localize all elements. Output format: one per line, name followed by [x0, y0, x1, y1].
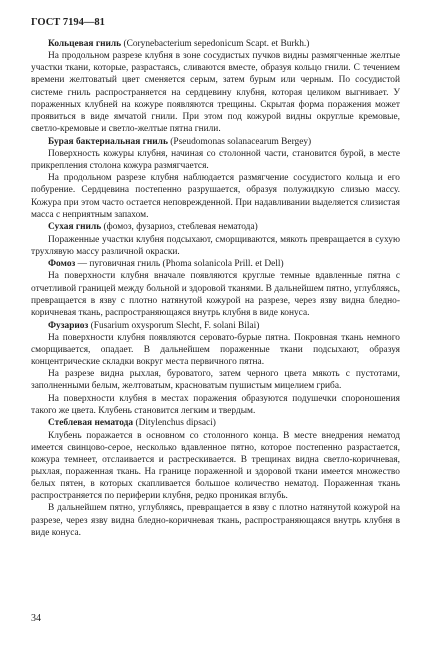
section-brown-rot — [31, 136, 400, 221]
section-title: Стеблевая нематода — [48, 418, 134, 429]
paragraph: Клубень поражается в основном со столонного конца. В месте внедрения нематод имеется свинцово-серое, несколько вдавленное пятно, которое постепенно разрастается, кожура темнеет, отслаивается и растрескивается. В трещинах видна светло-коричневая, рыхлая, пораженная ткань. На границе пораженной и здоровой ткани имеется множество белых пятен, в которых скапливается большое количество нематод. Пораженная ткань распространяется по периферии клубня, редко проникая вглубь. — [31, 430, 400, 502]
section-title: Фомоз — [48, 259, 76, 270]
section-heading — [31, 136, 400, 148]
section-ring-rot — [31, 38, 400, 135]
paragraph: Поверхность кожуры клубня, начиная со столонной части, становится бурой, в месте прикрепления столона кожура размягчается. — [31, 148, 400, 172]
section-title: Бурая бактериальная гниль — [48, 136, 168, 147]
section-latin-name: (Pseudomonas solanacearum Bergey) — [167, 136, 312, 147]
page-number: 34 — [31, 613, 41, 624]
section-heading — [31, 258, 400, 270]
paragraph: На поверхности клубня в местах поражения образуются подушечки спороношения такого же цвета. Клубень становится легким и твердым. — [31, 393, 400, 416]
paragraph: На продольном разрезе клубня наблюдается размягчение сосудистого кольца и его побурение. Сердцевина постепенно разрушается, образуя полужидкую слизью массу. Кожура при этом часто остается неповрежденной. При надавливании выделяется слизистая масса с неприятным запахом. — [31, 173, 400, 220]
paragraph: Пораженные участки клубня подсыхают, сморщиваются, мякоть превращается в сухую трухлявую массу различной окраски. — [31, 234, 400, 257]
section-latin-name: (Ditylenchus dipsaci) — [133, 418, 216, 429]
paragraph: На поверхности клубня появляются серовато-бурые пятна. Покровная ткань немного сморщивается, опадает. В дальнейшем пораженные ткани подсыхают, образуя концентрические складки вокруг места первичного пятна. — [31, 332, 400, 368]
section-fusarium — [31, 320, 400, 417]
document-header: ГОСТ 7194—81 — [31, 17, 105, 28]
section-latin-name: (Fusarium oxysporum Slecht, F. solani Bilai) — [88, 320, 260, 331]
section-title: Фузариоз — [48, 320, 89, 331]
section-heading — [31, 221, 400, 233]
paragraph: На разрезе видна рыхлая, буроватого, затем черного цвета мякоть с пустотами, заполненными белым, желтоватым, красноватым пушистым мицелием гриба. — [31, 369, 400, 392]
section-latin-name: (фомоз, фузариоз, стеблевая нематода) — [101, 222, 258, 233]
section-title: Сухая гниль — [48, 222, 102, 233]
section-heading — [31, 38, 400, 50]
section-phoma — [31, 258, 400, 319]
section-heading — [31, 417, 400, 429]
paragraph: В дальнейшем пятно, углубляясь, превращается в язву с плотно натянутой кожурой на разрезе, через язву видна бледно-коричневая ткань, распространяющаяся внутрь клубня в виде конуса. — [31, 503, 400, 538]
section-latin-name: — пуговичная гниль (Phoma solanicola Prill. et Dell) — [75, 259, 284, 270]
section-dry-rot — [31, 221, 400, 257]
section-heading — [31, 320, 400, 332]
paragraph: На поверхности клубня вначале появляются круглые темные вдавленные пятна с отчетливой границей между больной и здоровой тканями. В дальнейшем пятно, углубляясь, превращается в язву с плотно натянутой кожурой на разрезе, через язву видна бледно-коричневая ткань, распространяющаяся внутрь клубня в виде конуса. — [31, 271, 400, 318]
section-latin-name: (Corynebacterium sepedonicum Scapt. et Burkh.) — [121, 39, 310, 49]
section-stem-nematode — [31, 417, 400, 539]
paragraph: На продольном разрезе клубня в зоне сосудистых пучков видны размягченные желтые участки ткани, которые, разрастаясь, сливаются вместе, образуя кольцо гнили. С течением времени желтоватый цвет сменяется серым, затем бурым или черным. По сосудистой системе гниль распространяется на сердцевину клубня, которая целиком выгнивает. У пораженных клубней на кожуре появляются трещины. Скрытая форма поражения может проявиться в виде ямчатой гнили. При этом под кожурой видны округлые кремовые, светло-кремовые и светло-желтые пятна гнили. — [31, 51, 400, 135]
section-title: Кольцевая гниль — [48, 39, 122, 49]
